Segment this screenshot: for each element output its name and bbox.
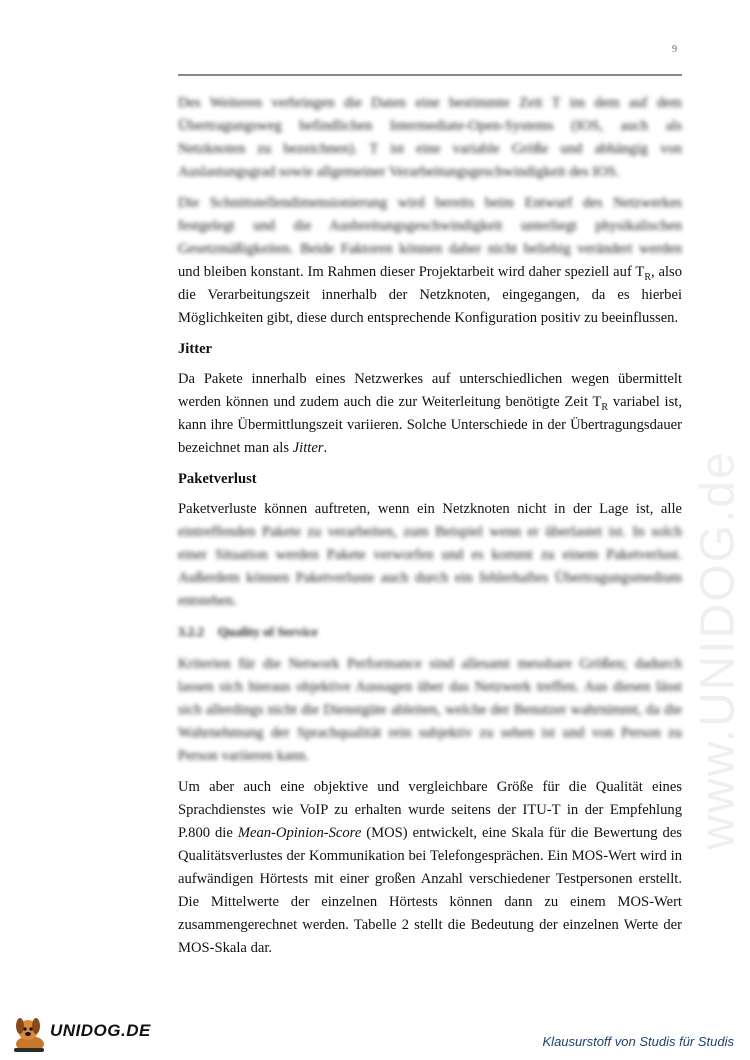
dog-logo-icon [8,1014,52,1054]
paragraph-constant-blurred: Die Schnittstellendimensionierung wird bereits beim Entwurf des Netzwerkes festgelegt und die Ausbreitungsgeschwindigkeit unterliegt physikalischen Gesetzmäßigkeiten. Beide Faktoren können daher nicht beliebig verändert werden [178,195,682,257]
header-rule [178,74,682,76]
qos-title: Quality of Service [218,624,318,639]
mos-term: Mean-Opinion-Score [237,825,362,841]
heading-qos [178,621,682,643]
jitter-text-b: variabel ist, kann ihre Übermittlungszeit variieren. Solche Unterschiede in der Übertragungsdauer bezeichnet man als [178,394,682,456]
paragraph-jitter [178,368,682,460]
document-body [178,92,682,968]
mos-text-b: (MOS) entwickelt, eine Skala für die Bewertung des Qualitätsverlustes der Kommunikation bei Telefongesprächen. Ein MOS-Wert wird in aufwändigen Hörtests mit einer großen Anzahl verschiedener Testpersonen erstellt. Die Mittelwerte der einzelnen Hörtests können dann zu einem MOS-Wert zusammengerechnet werden. Tabelle 2 stellt die Bedeutung der einzelnen Werte der MOS-Skala dar. [178,825,682,956]
paragraph-paketverlust [178,498,682,613]
paragraph-constant-visible-b: , also die Verarbeitungszeit innerhalb der Netzknoten, eingegangen, da es hierbei Möglichkeiten gibt, diese durch entsprechende Konfiguration positiv zu beeinflussen. [178,264,682,326]
heading-paketverlust: Paketverlust [178,471,257,487]
paragraph-qos-blurred: Kriterien für die Network Performance sind allesamt messbare Größen; dadurch lassen sich hieraus objektive Aussagen über das Netzwerk treffen. Aus diesen lässt sich allerdings nicht die Dienstgüte ableiten, welche der Benutzer wahrnimmt, da die Wahrnehmung der Sprachqualität rein subjektiv zu sehen ist und von Person zu Person variieren kann. [178,656,682,764]
page-number: 9 [672,44,677,55]
logo-wordmark: UNIDOG.DE [50,1021,151,1040]
footer-tagline: Klausurstoff von Studis für Studis [542,1034,734,1049]
paketverlust-visible: Paketverluste können auftreten, wenn ein Netzknoten nicht in der Lage ist, alle [178,501,682,517]
jitter-term: Jitter [292,440,324,456]
subscript-r: R [644,271,651,283]
jitter-text-end: . [323,440,328,456]
paragraph-mos [178,776,682,960]
jitter-text-a: Da Pakete innerhalb eines Netzwerkes auf unterschiedlichen wegen übermittelt werden können und zudem auch die zur Weiterleitung benötigte Zeit T [178,371,682,410]
jitter-subscript-r: R [601,401,609,413]
paragraph-delay-blurred: Des Weiteren verbringen die Daten eine bestimmte Zeit T im dem auf dem Übertragungsweg befindlichen Intermediate-Open-Systems (IOS, auch als Netzknoten zu bezeichnen). T ist eine variable Größe und abhängig von Auslastungsgrad sowie allgemeiner Verarbeitungsgeschwindigkeit des IOS. [178,95,682,180]
paketverlust-blurred: eintreffenden Pakete zu verarbeiten, zum Beispiel wenn er überlastet ist. In solch einer Situation werden Pakete verworfen und es kommt zu einem Paketverlust. Außerdem können Paketverluste auch durch ein fehlerhaftes Übertragungsmedium entstehen. [178,524,682,609]
paragraph-constant-visible-a: und bleiben konstant. Im Rahmen dieser Projektarbeit wird daher speziell auf T [178,264,645,280]
qos-section-number: 3.2.2 [178,624,204,639]
watermark: www.UNIDOG.de [691,450,745,850]
mos-text-a: Um aber auch eine objektive und vergleichbare Größe für die Qualität eines Sprachdienstes wie VoIP zu erhalten wurde seitens der ITU-T in der Empfehlung P.800 die [178,779,682,841]
paragraph-constant [178,192,682,330]
heading-jitter: Jitter [178,341,213,357]
